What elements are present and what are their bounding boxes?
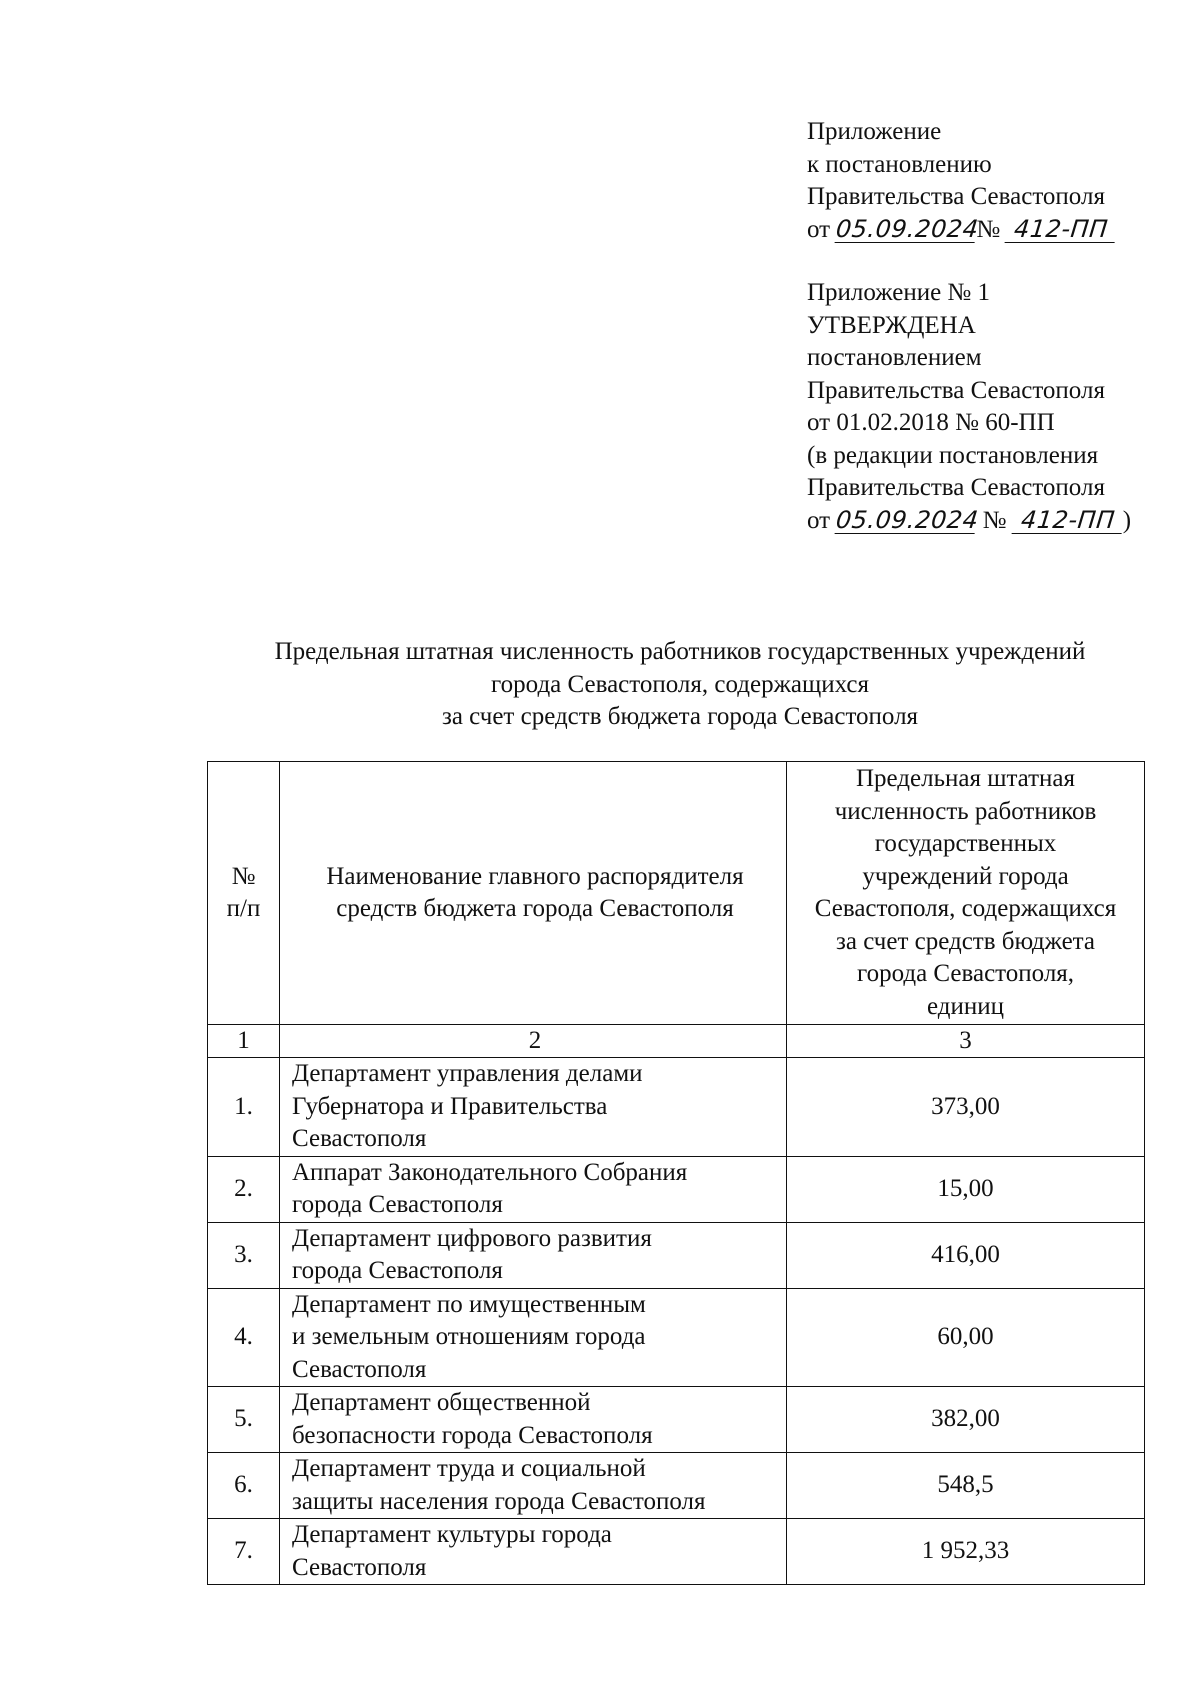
- row-name: [280, 1058, 787, 1157]
- header-line: за счет средств бюджета: [835, 927, 1096, 955]
- title-line: города Севастополя, содержащихся: [491, 670, 869, 698]
- table-row: [208, 1453, 1145, 1519]
- row-name: [280, 1156, 787, 1222]
- row-name: [280, 1222, 787, 1288]
- handwritten-date: 05.09.2024: [834, 505, 981, 534]
- column-number: 3: [787, 1025, 1145, 1058]
- row-value: 548,5: [787, 1453, 1145, 1519]
- staff-limit-table: [207, 761, 1145, 1585]
- name-line: Губернатора и Правительства: [292, 1092, 608, 1120]
- header-line: города Севастополя,: [856, 960, 1075, 987]
- row-value: 382,00: [787, 1387, 1145, 1453]
- from-label: от: [807, 215, 831, 243]
- row-value: 373,00: [787, 1058, 1145, 1157]
- approved-line: УТВЕРЖДЕНА: [807, 311, 976, 339]
- name-line: и земельным отношениям города: [292, 1323, 646, 1350]
- row-value: 15,00: [787, 1156, 1145, 1222]
- table-header-row: [208, 762, 1145, 1025]
- header-line: Предельная штатная: [855, 765, 1076, 792]
- header-line: единиц: [926, 992, 1004, 1020]
- table-row: [208, 1387, 1145, 1453]
- row-name: [280, 1387, 787, 1453]
- row-number: 5.: [208, 1387, 280, 1453]
- handwritten-date: 05.09.2024: [834, 214, 981, 243]
- row-number: 1.: [208, 1058, 280, 1157]
- column-number: 2: [280, 1025, 787, 1058]
- approved-line: (в редакции постановления: [807, 441, 1099, 469]
- approved-line: Приложение № 1: [807, 279, 991, 306]
- row-value: 416,00: [787, 1222, 1145, 1288]
- column-number-row: [208, 1025, 1145, 1058]
- approved-line: постановлением: [807, 344, 982, 371]
- row-value: 1 952,33: [787, 1519, 1145, 1585]
- appendix-line: к постановлению: [807, 150, 992, 178]
- number-label: №: [982, 506, 1007, 534]
- table-row: [208, 1156, 1145, 1222]
- appendix-line: Правительства Севастополя: [807, 183, 1105, 210]
- name-line: Департамент общественной: [292, 1389, 591, 1416]
- table-row: [208, 1288, 1145, 1387]
- row-value: 60,00: [787, 1288, 1145, 1387]
- header-line: Наименование главного распорядителя: [326, 862, 744, 890]
- row-number: 6.: [208, 1453, 280, 1519]
- name-line: Севастополя: [292, 1125, 427, 1152]
- name-line: Департамент труда и социальной: [292, 1455, 646, 1482]
- handwritten-number: 412-ПП: [1011, 507, 1124, 534]
- header-line: №: [231, 862, 256, 890]
- name-line: Департамент культуры города: [292, 1521, 612, 1548]
- approved-line: Правительства Севастополя: [807, 474, 1105, 501]
- row-name: [280, 1519, 787, 1585]
- header-col-name: [280, 762, 787, 1025]
- header-col-limit: [787, 762, 1145, 1025]
- appendix-line: Приложение: [807, 118, 942, 145]
- close-paren: ): [1122, 506, 1132, 534]
- name-line: Департамент управления делами: [292, 1060, 643, 1087]
- column-number: 1: [208, 1025, 280, 1058]
- name-line: Севастополя: [292, 1553, 427, 1581]
- title-line: Предельная штатная численность работников государственных учреждений: [274, 638, 1086, 665]
- header-line: государственных: [874, 830, 1057, 857]
- approved-line: Правительства Севастополя: [807, 376, 1105, 404]
- table-row: [208, 1222, 1145, 1288]
- header-col-number: [208, 762, 280, 1025]
- from-label: от: [807, 506, 831, 534]
- appendix-block: [807, 116, 1116, 246]
- name-line: города Севастополя: [292, 1191, 503, 1218]
- header-line: п/п: [226, 895, 261, 922]
- title-line: за счет средств бюджета города Севастополя: [441, 703, 919, 730]
- name-line: защиты населения города Севастополя: [292, 1487, 706, 1515]
- name-line: Департамент по имущественным: [292, 1290, 646, 1318]
- approved-block: [807, 277, 1131, 537]
- name-line: Севастополя: [292, 1355, 427, 1383]
- approved-date-line: [807, 505, 1131, 538]
- document-title: [150, 636, 1200, 734]
- row-name: [280, 1453, 787, 1519]
- row-number: 2.: [208, 1156, 280, 1222]
- header-line: Севастополя, содержащихся: [814, 895, 1117, 922]
- number-label: №: [976, 215, 1001, 243]
- header-line: учреждений города: [862, 862, 1069, 890]
- handwritten-number: 412-ПП: [1005, 216, 1118, 243]
- table-row: [208, 1519, 1145, 1585]
- row-number: 7.: [208, 1519, 280, 1585]
- header-line: численность работников: [834, 797, 1097, 825]
- name-line: безопасности города Севастополя: [292, 1421, 653, 1449]
- row-number: 3.: [208, 1222, 280, 1288]
- row-name: [280, 1288, 787, 1387]
- name-line: города Севастополя: [292, 1257, 503, 1284]
- row-number: 4.: [208, 1288, 280, 1387]
- appendix-date-line: [807, 214, 1116, 247]
- name-line: Аппарат Законодательного Собрания: [292, 1158, 688, 1186]
- approved-line: от 01.02.2018 № 60-ПП: [807, 409, 1055, 436]
- name-line: Департамент цифрового развития: [292, 1224, 652, 1252]
- header-line: средств бюджета города Севастополя: [336, 895, 734, 922]
- table-row: [208, 1058, 1145, 1157]
